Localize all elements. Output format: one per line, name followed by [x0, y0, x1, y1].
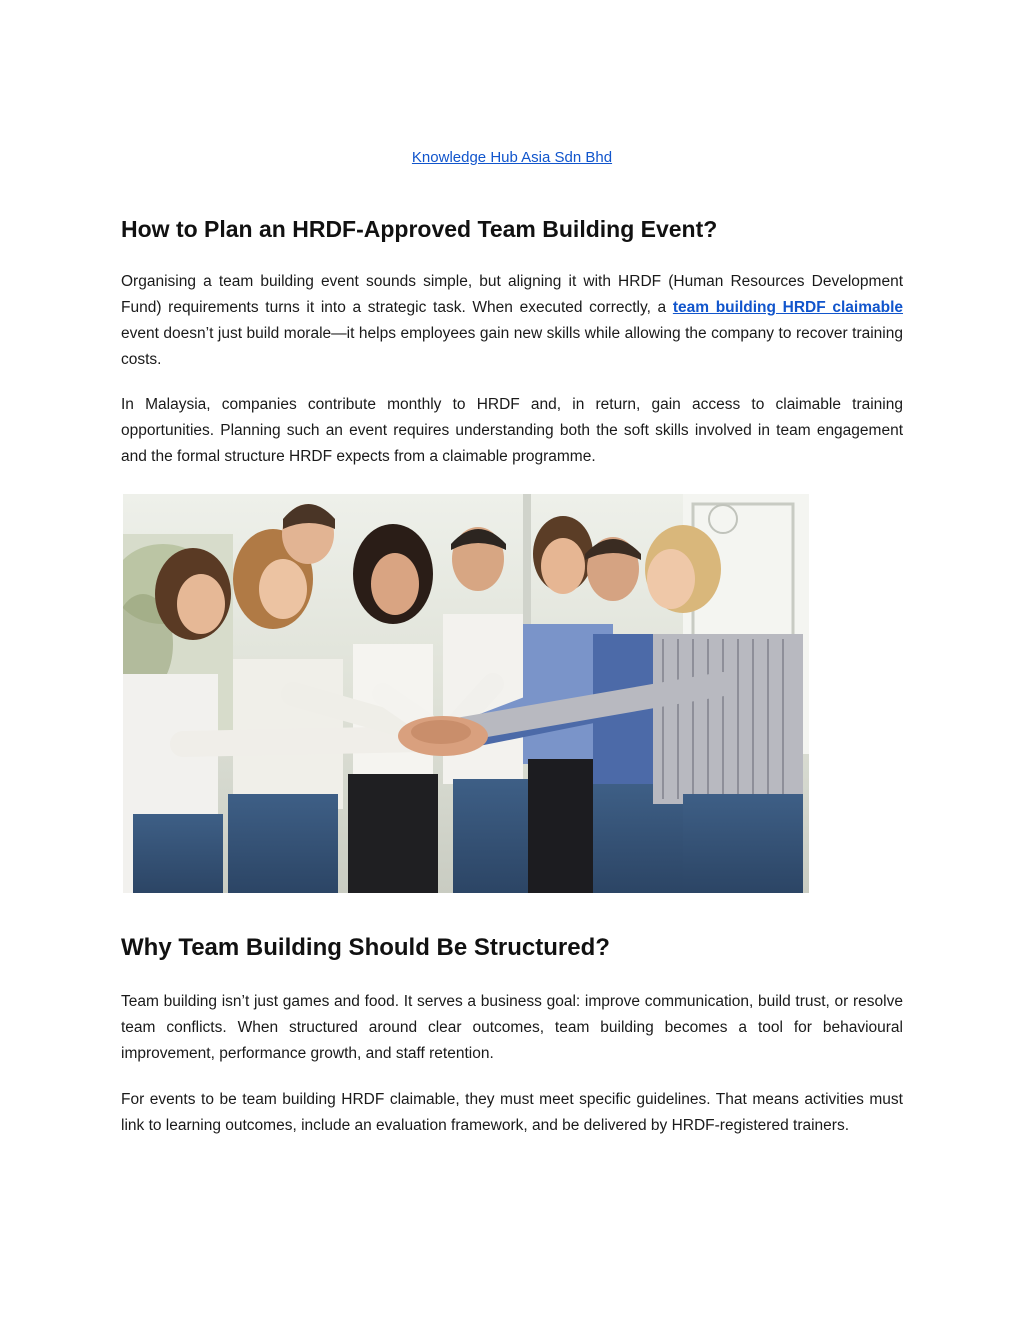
team-building-link[interactable]: team building HRDF claimable [672, 299, 904, 316]
paragraph: Team building isn’t just games and food. It serves a business goal: improve communication, build trust, or resolve team conflicts. When structured around clear outcomes, team building becomes a tool for behavioural improvement, performance growth, and staff retention. [121, 993, 903, 1062]
paragraph-text: Organising a team building event sounds simple, but aligning it with HRDF (Human Resources Development Fund) requirements turns it into a strategic task. When executed correctly, a [121, 273, 903, 316]
structured-paragraph-2 [121, 1087, 903, 1139]
team-hands-together-image [123, 494, 809, 893]
structured-paragraph-1 [121, 989, 903, 1067]
paragraph-text: event doesn’t just build morale—it helps employees gain new skills while allowing the company to recover training costs. [121, 325, 903, 368]
paragraph [121, 269, 903, 373]
intro-paragraph-1 [121, 269, 903, 373]
paragraph: For events to be team building HRDF claimable, they must meet specific guidelines. That means activities must link to learning outcomes, include an evaluation framework, and be delivered by HRDF-registered trainers. [121, 1091, 903, 1134]
team-photo [123, 494, 809, 893]
section-intro [121, 214, 903, 244]
section-heading: Why Team Building Should Be Structured? [121, 934, 610, 961]
section-structured [121, 932, 903, 964]
paragraph: In Malaysia, companies contribute monthly to HRDF and, in return, gain access to claimable training opportunities. Planning such an event requires understanding both the soft skills involved in team engagement and the formal structure HRDF expects from a claimable programme. [121, 396, 903, 465]
company-header [0, 148, 1024, 168]
company-link[interactable]: Knowledge Hub Asia Sdn Bhd [411, 149, 613, 166]
main-heading: How to Plan an HRDF-Approved Team Building Event? [121, 216, 718, 242]
intro-paragraph-2 [121, 392, 903, 470]
